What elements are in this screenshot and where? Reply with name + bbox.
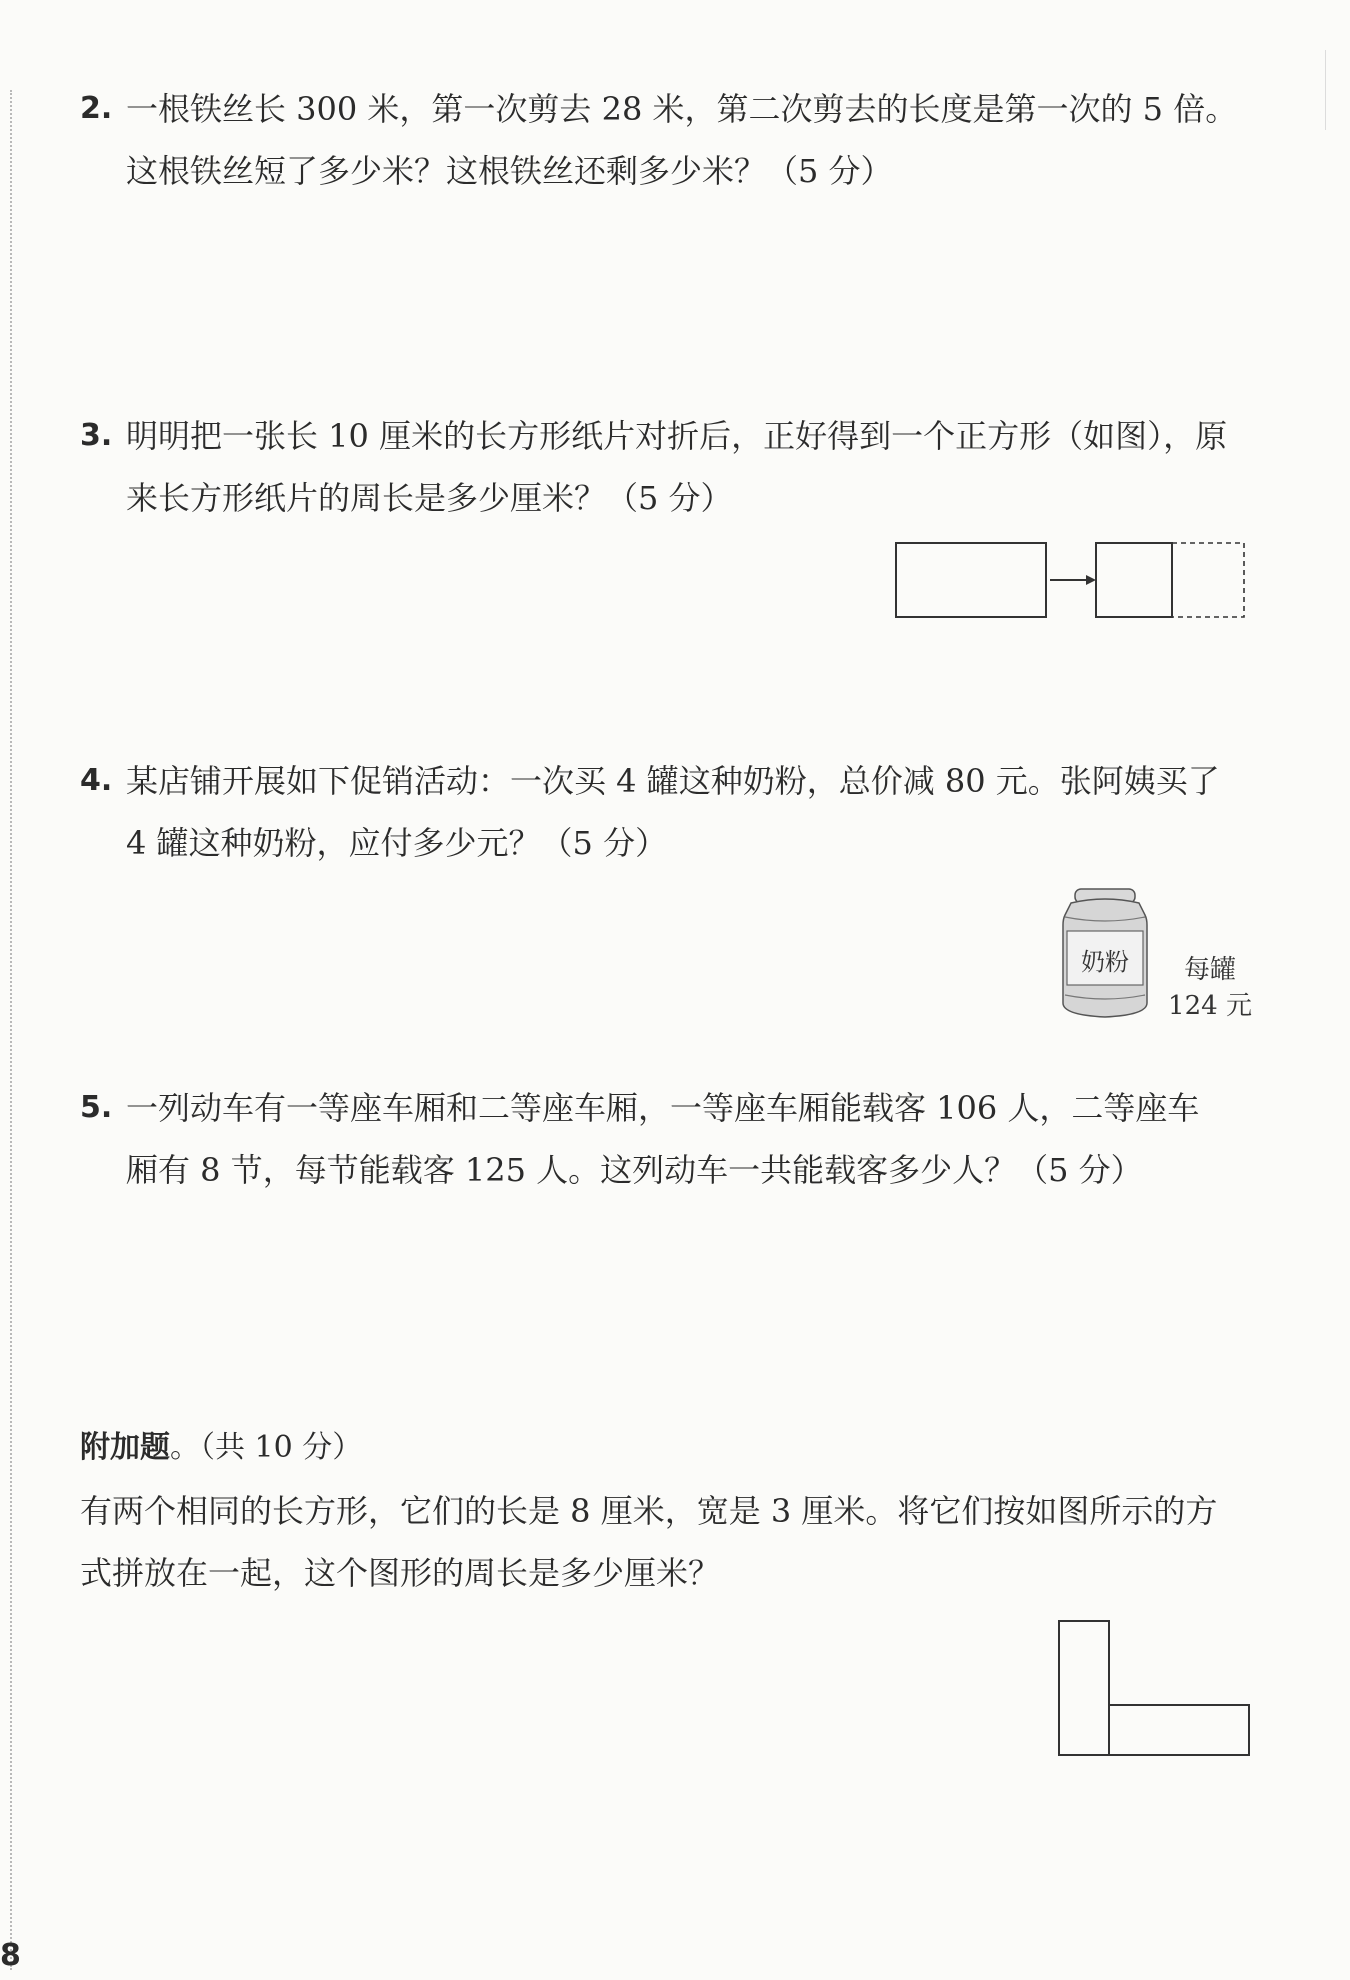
binding-margin-line [10, 90, 12, 1970]
problem-text-line: 一根铁丝长 300 米，第一次剪去 28 米，第二次剪去的长度是第一次的 5 倍。 [126, 90, 1238, 128]
rectangle-paper [896, 543, 1046, 617]
bonus-section-title [80, 1422, 362, 1466]
folded-square [1096, 543, 1172, 617]
bonus-points: 。（共 10 分） [170, 1430, 363, 1465]
price-label: 每罐 [1183, 955, 1236, 985]
page-number: 8 [0, 1938, 21, 1973]
jar-label: 奶粉 [1081, 948, 1129, 976]
problem-text-line: 来长方形纸片的周长是多少厘米？（5 分） [126, 479, 733, 517]
problem-text-line: 这根铁丝短了多少米？这根铁丝还剩多少米？（5 分） [126, 152, 893, 190]
jar-price-per-can [1160, 952, 1260, 1024]
price-value: 124 元 [1168, 991, 1252, 1021]
bonus-title: 附加题 [80, 1430, 170, 1465]
folding-diagram [890, 540, 1250, 620]
bonus-text-line: 有两个相同的长方形，它们的长是 8 厘米，宽是 3 厘米。将它们按如图所示的方 [80, 1492, 1218, 1530]
problem-4 [80, 750, 1250, 874]
bonus-text-line: 式拼放在一起，这个图形的周长是多少厘米？ [80, 1554, 721, 1592]
problem-3 [80, 405, 1250, 529]
bonus-problem [80, 1480, 1250, 1604]
problem-5 [80, 1077, 1250, 1201]
horizontal-rectangle [1109, 1705, 1249, 1755]
problem-number: 3. [80, 418, 113, 453]
arrow-head [1086, 575, 1096, 585]
folded-half-dashed [1172, 543, 1244, 617]
page-edge [1325, 50, 1326, 130]
problem-text-line: 明明把一张长 10 厘米的长方形纸片对折后，正好得到一个正方形（如图），原 [126, 417, 1228, 455]
problem-number: 2. [80, 91, 113, 126]
problem-number: 5. [80, 1090, 113, 1125]
problem-number: 4. [80, 763, 113, 798]
problem-text-line: 某店铺开展如下促销活动：一次买 4 罐这种奶粉，总价减 80 元。张阿姨买了 [126, 762, 1220, 800]
problem-text-line: 4 罐这种奶粉，应付多少元？（5 分） [126, 824, 668, 862]
problem-2 [80, 78, 1250, 202]
problem-text-line: 一列动车有一等座车厢和二等座车厢，一等座车厢能载客 106 人，二等座车 [126, 1089, 1200, 1127]
problem-text-line: 厢有 8 节，每节能载客 125 人。这列动车一共能载客多少人？（5 分） [126, 1151, 1143, 1189]
l-shape-diagram [1055, 1618, 1255, 1758]
vertical-rectangle [1059, 1621, 1109, 1755]
